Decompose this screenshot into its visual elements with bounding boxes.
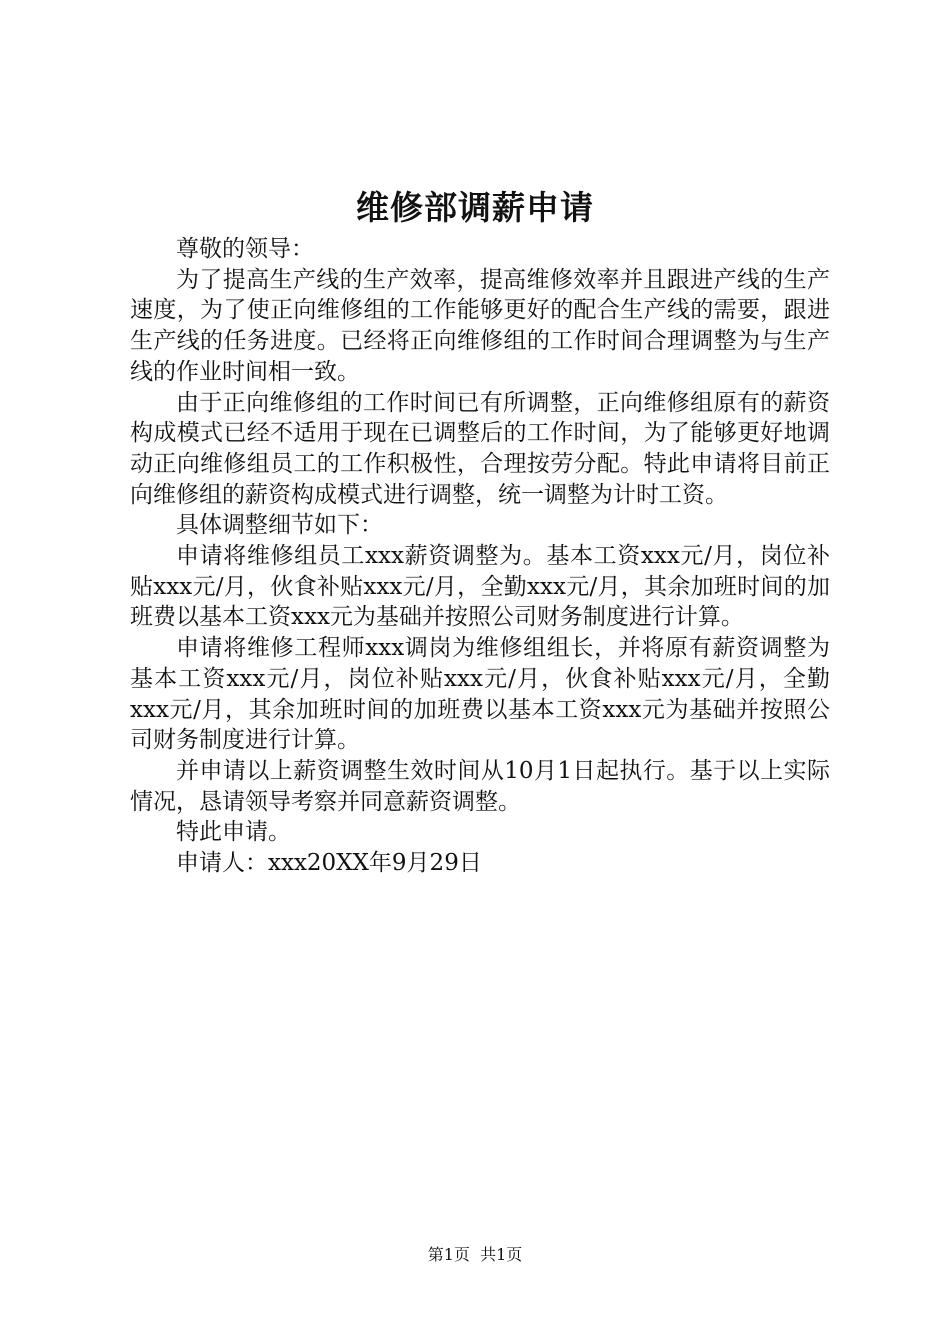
document-title: 维修部调薪申请: [356, 188, 594, 227]
page-footer: [0, 1244, 950, 1266]
paragraph-staff-adjustment: 申请将维修组员工xxx薪资调整为。基本工资xxx元/月，岗位补贴xxx元/月，伙食补贴xxx元/月，全勤xxx元/月，其余加班时间的加班费以基本工资xxx元为基础并按照公司财务制度进行计算。: [130, 543, 830, 631]
document-body: [130, 234, 830, 879]
paragraph-engineer-adjustment: 申请将维修工程师xxx调岗为维修组组长，并将原有薪资调整为基本工资xxx元/月，岗位补贴xxx元/月，伙食补贴xxx元/月，全勤xxx元/月，其余加班时间的加班费以基本工资xxx元为基础并按照公司财务制度进行计算。: [130, 635, 830, 754]
paragraph-effective-date: 并申请以上薪资调整生效时间从10月1日起执行。基于以上实际情况，恳请领导考察并同意薪资调整。: [130, 757, 830, 815]
paragraph-reason: 由于正向维修组的工作时间已有所调整，正向维修组原有的薪资构成模式已经不适用于现在已调整后的工作时间，为了能够更好地调动正向维修组员工的工作积极性，合理按劳分配。特此申请将目前正向维修组的薪资构成模式进行调整，统一调整为计时工资。: [130, 389, 830, 508]
closing: 特此申请。: [176, 819, 291, 846]
paragraph-purpose: 为了提高生产线的生产效率，提高维修效率并且跟进产线的生产速度，为了使正向维修组的工作能够更好的配合生产线的需要，跟进生产线的任务进度。已经将正向维修组的工作时间合理调整为与生产线的作业时间相一致。: [130, 266, 830, 385]
signature-line: 申请人：xxx20XX年9月29日: [176, 850, 482, 877]
paragraph-details-heading: 具体调整细节如下：: [176, 512, 383, 539]
page-number: 第1页 共1页: [427, 1245, 523, 1264]
salutation: 尊敬的领导：: [176, 236, 314, 262]
